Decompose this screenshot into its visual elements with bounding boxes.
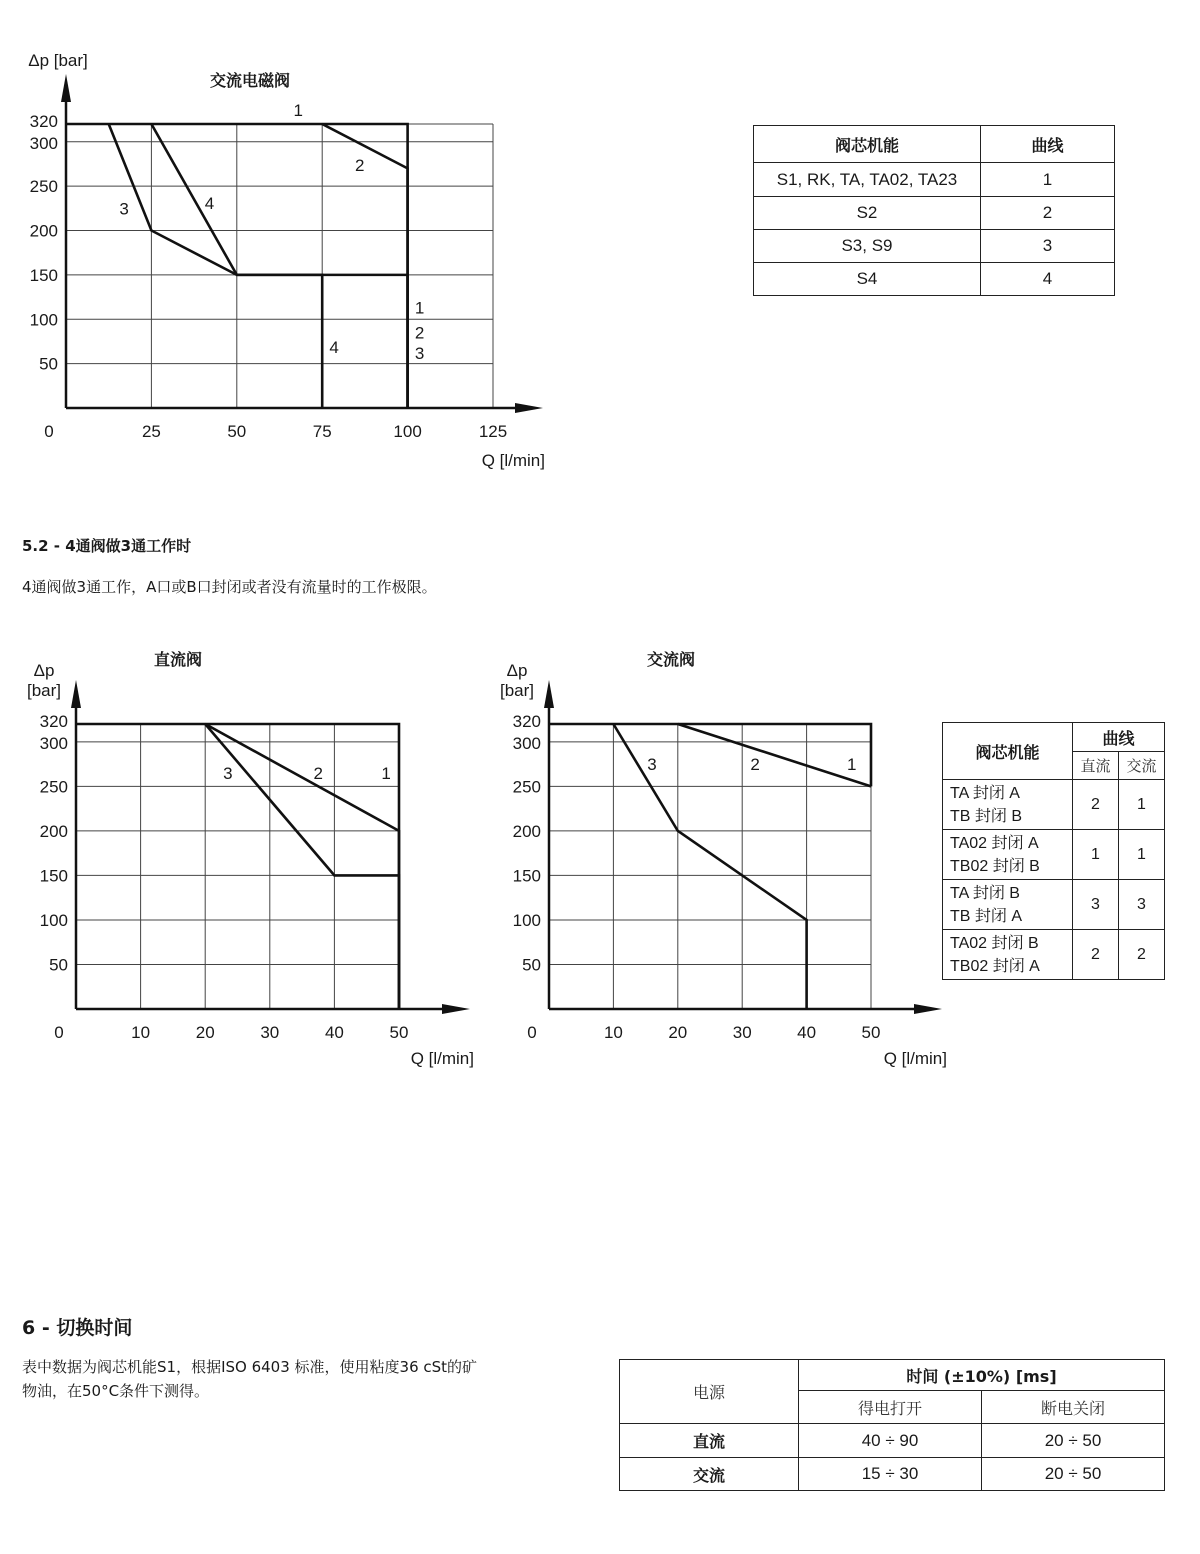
chart-title: 交流阀 (646, 650, 696, 669)
x-axis-label: Q [l/min] (883, 1049, 947, 1068)
table-row (754, 230, 1115, 263)
table3-sub-off: 断电关闭 (982, 1391, 1165, 1424)
table2-dc-cell: 2 (1073, 930, 1119, 980)
x-axis-arrow (442, 1004, 470, 1014)
table2-spool-line2: TB02 封闭 A (950, 957, 1040, 975)
x-tick-label: 20 (195, 1023, 215, 1042)
table1-cell: 1 (981, 163, 1115, 197)
x-tick-label: 40 (324, 1023, 344, 1042)
y-tick-label: 150 (29, 265, 58, 285)
table-row (754, 163, 1115, 197)
table1-cell: 3 (981, 230, 1115, 263)
y-tick-label: 320 (29, 112, 58, 131)
table2-header-spool: 阀芯机能 (943, 723, 1073, 780)
x-tick-label: 25 (141, 422, 161, 441)
section-5-2-text: 4通阀做3通工作，A口或B口封闭或者没有流量时的工作极限。 (22, 578, 437, 596)
y-tick-label: 50 (522, 955, 541, 975)
table2-sub-ac: 交流 (1119, 752, 1165, 780)
x-tick-label: 0 (527, 1023, 537, 1042)
table1-cell: S4 (754, 263, 981, 296)
table2-spool-cell (943, 930, 1073, 980)
table-row (943, 930, 1165, 980)
series-line-2 (678, 724, 871, 786)
table3-off-cell: 20 ÷ 50 (982, 1424, 1165, 1458)
table2-spool-cell (943, 880, 1073, 930)
y-tick-label: 250 (29, 177, 58, 197)
y-tick-label: 150 (512, 866, 541, 886)
x-tick-label: 125 (478, 422, 508, 441)
switching-time-table (619, 1359, 1165, 1491)
y-tick-label: 200 (512, 821, 541, 841)
x-tick-label: 10 (603, 1023, 623, 1042)
table3-on-cell: 15 ÷ 30 (799, 1458, 982, 1491)
y-axis-label-unit: [bar] (26, 681, 62, 700)
y-tick-label: 200 (29, 221, 58, 241)
table2-ac-cell: 2 (1119, 930, 1165, 980)
table2-sub-dc: 直流 (1073, 752, 1119, 780)
table3-on-cell: 40 ÷ 90 (799, 1424, 982, 1458)
x-tick-label: 30 (732, 1023, 752, 1042)
x-axis-arrow (914, 1004, 942, 1014)
curve-label: 2 (355, 155, 365, 175)
series-line-2 (205, 724, 399, 1009)
table2-spool-cell (943, 780, 1073, 830)
series-line-2 (322, 124, 407, 408)
y-tick-label: 320 (512, 712, 541, 731)
chart-ac-valve (480, 640, 950, 1080)
x-tick-label: 100 (393, 422, 422, 441)
y-axis-arrow (71, 680, 81, 708)
table1-cell: S1, RK, TA, TA02, TA23 (754, 163, 981, 197)
chart-ac-solenoid (0, 0, 600, 490)
x-axis-label: Q [l/min] (410, 1049, 474, 1068)
table-row (943, 880, 1165, 930)
table2-dc-cell: 3 (1073, 880, 1119, 930)
table2-spool-line1: TA 封闭 A (950, 784, 1020, 802)
table1-cell: S2 (754, 197, 981, 230)
curve-label: 2 (750, 755, 760, 775)
curve-label: 1 (293, 100, 304, 120)
y-tick-label: 200 (39, 821, 68, 841)
table2-spool-line1: TA02 封闭 A (950, 834, 1039, 852)
x-axis-label: Q [l/min] (481, 451, 545, 470)
table-row (620, 1458, 1165, 1491)
x-tick-label: 50 (861, 1023, 881, 1042)
x-tick-label: 0 (44, 422, 54, 441)
curve-label: 3 (223, 763, 233, 783)
y-tick-label: 50 (49, 955, 68, 975)
x-tick-label: 30 (260, 1023, 280, 1042)
grid (76, 724, 399, 1009)
chart-title: 直流阀 (153, 650, 203, 669)
section-5-2-heading: 5.2 - 4通阀做3通工作时 (22, 537, 192, 555)
chart-dc-valve (0, 640, 480, 1080)
section-6-heading: 6 - 切换时间 (22, 1317, 133, 1339)
y-tick-label: 250 (512, 777, 541, 797)
table-row (943, 780, 1165, 830)
table2-spool-line1: TA02 封闭 B (950, 934, 1039, 952)
x-tick-label: 0 (54, 1023, 64, 1042)
table2-spool-cell (943, 830, 1073, 880)
x-axis-arrow (515, 403, 543, 413)
table3-sub-on: 得电打开 (799, 1391, 982, 1424)
series-line-3 (613, 724, 806, 1009)
table1-cell: 4 (981, 263, 1115, 296)
table2-ac-cell: 1 (1119, 780, 1165, 830)
y-tick-label: 100 (512, 910, 541, 930)
y-axis-label: Δp [bar] (28, 51, 88, 70)
y-tick-label: 300 (39, 733, 68, 753)
table3-off-cell: 20 ÷ 50 (982, 1458, 1165, 1491)
y-axis-label-unit: [bar] (499, 681, 535, 700)
table2-spool-line2: TB 封闭 B (950, 807, 1023, 825)
x-tick-label: 75 (312, 422, 332, 441)
table2-dc-cell: 1 (1073, 830, 1119, 880)
curve-label: 3 (647, 755, 657, 775)
y-tick-label: 320 (39, 712, 68, 731)
table1-cell: 2 (981, 197, 1115, 230)
x-tick-label: 20 (668, 1023, 688, 1042)
x-tick-label: 50 (227, 422, 247, 441)
y-tick-label: 250 (39, 777, 68, 797)
table-row (620, 1424, 1165, 1458)
table-row (754, 197, 1115, 230)
curve-label: 4 (329, 337, 339, 357)
curve-label: 1 (414, 298, 425, 318)
section-6-text-line2: 物油，在50°C条件下测得。 (22, 1382, 210, 1400)
x-tick-label: 10 (131, 1023, 151, 1042)
y-tick-label: 300 (512, 733, 541, 753)
y-tick-label: 150 (39, 866, 68, 886)
table-row (943, 830, 1165, 880)
table3-row-label: 直流 (620, 1424, 799, 1458)
curve-label: 3 (119, 199, 129, 219)
table1-cell: S3, S9 (754, 230, 981, 263)
curve-label: 2 (414, 323, 425, 343)
curve-label: 3 (414, 343, 425, 363)
y-axis-label: Δp (33, 661, 55, 680)
spool-curve-table (753, 125, 1115, 296)
series-line-1 (76, 724, 399, 1009)
table2-header-curve: 曲线 (1073, 723, 1165, 752)
spool-curve-table-3way (942, 722, 1165, 980)
chart-title: 交流电磁阀 (209, 71, 291, 90)
curve-label: 1 (846, 755, 857, 775)
curve-label: 1 (381, 763, 391, 783)
y-tick-label: 50 (39, 354, 58, 374)
table2-dc-cell: 2 (1073, 780, 1119, 830)
x-tick-label: 40 (797, 1023, 817, 1042)
y-axis-label: Δp (506, 661, 528, 680)
section-6-text-line1: 表中数据为阀芯机能S1，根据ISO 6403 标准，使用粘度36 cSt的矿 (22, 1358, 478, 1376)
grid (549, 724, 871, 1009)
table1-header-curve: 曲线 (981, 126, 1115, 163)
table2-ac-cell: 1 (1119, 830, 1165, 880)
curve-label: 2 (313, 763, 323, 783)
table2-spool-line1: TA 封闭 B (950, 884, 1020, 902)
table2-ac-cell: 3 (1119, 880, 1165, 930)
table3-row-label: 交流 (620, 1458, 799, 1491)
series-line-3 (205, 724, 399, 1009)
grid (66, 124, 493, 408)
table3-header-time: 时间 (±10%) [ms] (799, 1360, 1165, 1391)
table2-spool-line2: TB02 封闭 B (950, 857, 1040, 875)
table1-header-spool: 阀芯机能 (754, 126, 981, 163)
y-axis-arrow (61, 74, 71, 102)
x-tick-label: 50 (389, 1023, 409, 1042)
table3-header-source: 电源 (620, 1360, 799, 1424)
y-axis-arrow (544, 680, 554, 708)
table2-spool-line2: TB 封闭 A (950, 907, 1023, 925)
y-tick-label: 100 (29, 310, 58, 330)
y-tick-label: 100 (39, 910, 68, 930)
y-tick-label: 300 (29, 133, 58, 153)
curve-label: 4 (204, 193, 215, 213)
table-row (754, 263, 1115, 296)
